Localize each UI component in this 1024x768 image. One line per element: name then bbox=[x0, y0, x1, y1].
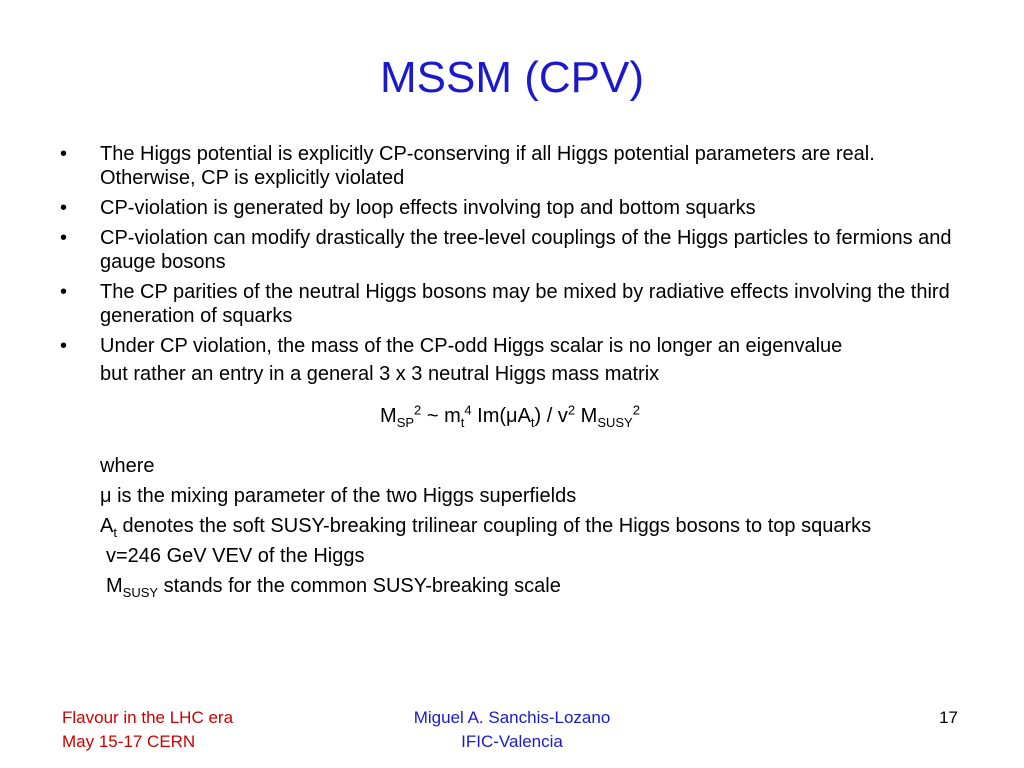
formula-sim-mt: ~ m bbox=[421, 405, 461, 427]
bullet-marker: • bbox=[60, 197, 68, 219]
definition-msusy bbox=[60, 574, 960, 598]
bullet-text: CP-violation can modify drastically the tree-level couplings of the Higgs particles to fermions and gauge bosons bbox=[100, 227, 952, 273]
bullet-item bbox=[60, 142, 960, 190]
bullet-marker: • bbox=[60, 335, 68, 357]
msusy-symbol: M bbox=[106, 575, 123, 597]
footer-author-name: Miguel A. Sanchis-Lozano bbox=[413, 708, 611, 727]
formula-im: Im( bbox=[471, 405, 507, 427]
formula-close-v: ) / v bbox=[534, 405, 568, 427]
bullet-text: Under CP violation, the mass of the CP-odd Higgs scalar is no longer an eigenvalue bbox=[100, 335, 843, 357]
formula-sp-sub: SP bbox=[396, 415, 415, 430]
bullet-continuation: but rather an entry in a general 3 x 3 neutral Higgs mass matrix bbox=[100, 363, 660, 385]
bullet-text: The CP parities of the neutral Higgs bosons may be mixed by radiative effects involving the third generation of squarks bbox=[100, 281, 950, 327]
formula-v-exp: 2 bbox=[567, 402, 576, 418]
slide-title: MSSM (CPV) bbox=[380, 53, 644, 102]
v-definition-text: v=246 GeV VEV of the Higgs bbox=[106, 545, 365, 567]
definition-mu bbox=[60, 484, 960, 508]
formula-susy-sub: SUSY bbox=[597, 415, 633, 430]
definition-v bbox=[60, 544, 960, 568]
formula-msusy: M bbox=[575, 405, 598, 427]
bullet-item bbox=[60, 226, 960, 274]
definition-at bbox=[60, 514, 960, 538]
bullet-text: CP-violation is generated by loop effects involving top and bottom squarks bbox=[100, 197, 756, 219]
formula-a-sub: t bbox=[530, 415, 535, 430]
footer-event-date: May 15-17 CERN bbox=[62, 732, 196, 751]
formula-t-exp: 4 bbox=[464, 402, 472, 418]
formula-susy-exp: 2 bbox=[632, 402, 640, 418]
slide-content bbox=[60, 142, 960, 604]
bullet-item bbox=[60, 334, 960, 358]
formula-sp-exp: 2 bbox=[414, 402, 422, 418]
at-sub: t bbox=[113, 525, 117, 540]
at-symbol: A bbox=[100, 515, 114, 537]
footer-event bbox=[62, 706, 233, 754]
mass-formula bbox=[60, 404, 960, 428]
bullet-item bbox=[60, 196, 960, 220]
at-definition-text: denotes the soft SUSY-breaking trilinear coupling of the Higgs bosons to top squarks bbox=[116, 515, 872, 537]
msusy-sub: SUSY bbox=[122, 585, 159, 600]
footer-author-affiliation: IFIC-Valencia bbox=[461, 732, 563, 751]
mu-symbol: μ bbox=[100, 485, 112, 507]
formula-mu: μ bbox=[506, 405, 518, 427]
formula-a: A bbox=[517, 405, 531, 427]
footer-author bbox=[362, 706, 662, 754]
bullet-marker: • bbox=[60, 281, 68, 303]
mu-definition-text: is the mixing parameter of the two Higgs superfields bbox=[111, 485, 577, 507]
formula-m: M bbox=[380, 405, 397, 427]
bullet-text: The Higgs potential is explicitly CP-conserving if all Higgs potential parameters are real. Otherwise, CP is explicitly violated bbox=[100, 143, 875, 189]
footer-event-name: Flavour in the LHC era bbox=[62, 708, 234, 727]
bullet-marker: • bbox=[60, 143, 68, 165]
where-label: where bbox=[100, 455, 155, 477]
page-number: 17 bbox=[939, 708, 958, 727]
bullet-marker: • bbox=[60, 227, 68, 249]
msusy-definition-text: stands for the common SUSY-breaking scale bbox=[158, 575, 561, 597]
formula-t-sub: t bbox=[460, 415, 465, 430]
bullet-item bbox=[60, 280, 960, 328]
